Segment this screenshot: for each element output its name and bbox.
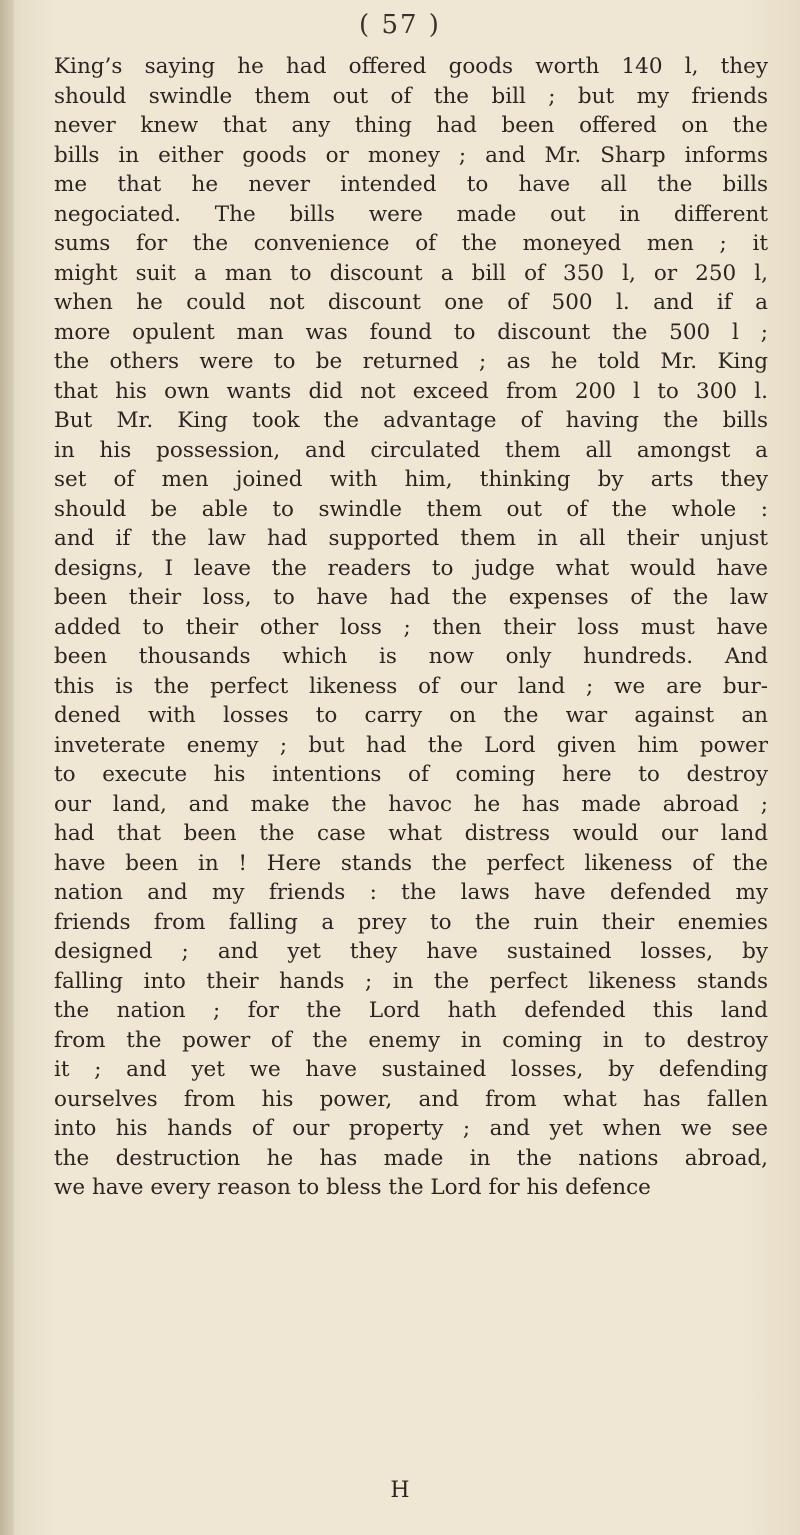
text-line: should swindle them out of the bill ; but my friends: [54, 83, 768, 109]
text-line: have been in ! Here stands the perfect likeness of the: [54, 850, 768, 876]
text-line: me that he never intended to have all the bills: [54, 172, 768, 197]
signature-mark: H: [390, 1478, 410, 1503]
text-line: sums for the convenience of the moneyed men ; it: [54, 231, 768, 256]
text-line: set of men joined with him, thinking by arts they: [54, 467, 768, 492]
text-line: might suit a man to discount a bill of 350 l, or 250 l,: [54, 260, 768, 286]
text-line: added to their other loss ; then their loss must have: [54, 614, 768, 640]
text-line: falling into their hands ; in the perfect likeness stands: [54, 968, 768, 994]
text-line: when he could not discount one of 500 l. and if a: [54, 290, 768, 315]
text-line: our land, and make the havoc he has made abroad ;: [54, 791, 768, 817]
text-line: into his hands of our property ; and yet when we see: [54, 1116, 768, 1141]
text-line: it ; and yet we have sustained losses, by defending: [54, 1057, 768, 1082]
text-line: in his possession, and circulated them all amongst a: [54, 437, 768, 463]
page-gutter: [0, 0, 14, 1535]
text-line: from the power of the enemy in coming in to destroy: [54, 1027, 768, 1053]
text-line: designed ; and yet they have sustained losses, by: [54, 939, 768, 964]
text-line: But Mr. King took the advantage of having the bills: [54, 408, 768, 433]
text-line: to execute his intentions of coming here to destroy: [54, 762, 768, 787]
text-line: and if the law had supported them in all their unjust: [54, 526, 768, 551]
text-line: more opulent man was found to discount the 500 l ;: [54, 319, 768, 345]
text-line: friends from falling a prey to the ruin their enemies: [54, 909, 768, 935]
text-line: the destruction he has made in the nations abroad,: [54, 1145, 768, 1171]
text-line: should be able to swindle them out of the whole :: [54, 496, 768, 522]
page-number-header: ( 57 ): [359, 10, 441, 40]
text-line: been their loss, to have had the expenses of the law: [54, 585, 768, 610]
text-line: bills in either goods or money ; and Mr. Sharp informs: [54, 142, 768, 168]
text-line: been thousands which is now only hundreds. And: [54, 644, 768, 669]
text-line: never knew that any thing had been offered on the: [54, 113, 768, 138]
text-line: the others were to be returned ; as he told Mr. King: [54, 349, 768, 374]
text-line: ourselves from his power, and from what has fallen: [54, 1086, 768, 1112]
text-line: that his own wants did not exceed from 200 l to 300 l.: [54, 378, 768, 404]
text-line: this is the perfect likeness of our land ; we are bur-: [54, 673, 768, 699]
text-line: had that been the case what distress would our land: [54, 821, 768, 846]
text-line: designs, I leave the readers to judge what would have: [54, 555, 768, 581]
text-line: negociated. The bills were made out in different: [54, 201, 768, 227]
text-line: King’s saying he had offered goods worth 140 l, they: [54, 54, 768, 79]
text-line: we have every reason to bless the Lord for his defence: [54, 1175, 651, 1200]
text-line: inveterate enemy ; but had the Lord given him power: [54, 732, 768, 758]
body-text: [54, 52, 768, 1203]
text-line: nation and my friends : the laws have defended my: [54, 880, 768, 905]
text-line: the nation ; for the Lord hath defended this land: [54, 998, 768, 1023]
text-line: dened with losses to carry on the war against an: [54, 703, 768, 728]
